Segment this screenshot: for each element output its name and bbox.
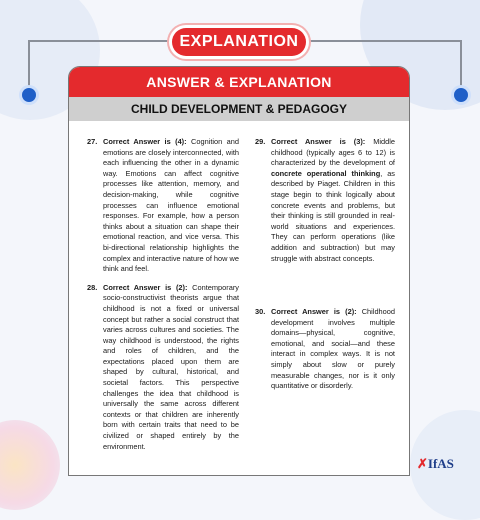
answer-text xyxy=(103,137,239,275)
answer-card xyxy=(68,66,410,476)
answer-30 xyxy=(255,307,395,392)
answer-28 xyxy=(87,283,239,453)
logo-text: IfAS xyxy=(427,456,454,471)
question-number: 29. xyxy=(255,137,266,146)
answer-emphasis: concrete operational thinking xyxy=(271,168,381,178)
connector-dot xyxy=(454,88,468,102)
answer-body: Contemporary socio-constructivist theorists argue that childhood is not a fixed or universal concept but rather a social construct that varies across cultures and societies. The way childhood is understood, the rights and roles of children, and the expectations placed upon them are shaped by cultural, historical, and societal factors. This perspective challenges the idea that childhood is universally the same across different contexts or that children are inherently born with certain traits that need to be civilized or shaped entirely by the environment. xyxy=(103,282,239,451)
answer-text xyxy=(103,283,239,453)
answer-lead: Correct Answer is (3): xyxy=(271,137,366,146)
answer-body: Cognition and emotions are closely interconnected, with each influencing the other in a dynamic way. Emotions can affect cognitive processes like attention, memory, and decision-making, while cognitive processes can influence emotional responses. For example, how a person thinks about a situation can shape their emotional reaction, and vice versa. This bi-directional relationship highlights the complex and interactive nature of how we think and feel. xyxy=(103,137,239,274)
connector-line xyxy=(460,40,462,92)
answer-body: , as described by Piaget. Children in this stage begin to think logically about concrete events and problems, but their thinking is still grounded in real-world situations and experiences. They can perform operations (like addition and subtraction) but may struggle with abstract concepts. xyxy=(271,168,395,263)
answer-text xyxy=(271,307,395,392)
right-column-lower xyxy=(255,307,395,400)
background-circle xyxy=(0,420,60,510)
answer-body: Middle childhood (typically ages 6 to 12) is characterized by the development of xyxy=(271,137,396,168)
answer-lead: Correct Answer is (2): xyxy=(271,307,357,316)
question-number: 28. xyxy=(87,282,98,292)
answer-29 xyxy=(255,137,395,264)
question-number: 27. xyxy=(87,137,98,146)
card-subtitle: CHILD DEVELOPMENT & PEDAGOGY xyxy=(69,97,409,121)
right-column xyxy=(255,137,395,272)
connector-line xyxy=(300,40,460,42)
connector-line xyxy=(28,40,182,42)
answer-27 xyxy=(87,137,239,275)
answer-lead: Correct Answer is (4): xyxy=(103,137,187,146)
connector-line xyxy=(28,40,30,92)
explanation-banner: EXPLANATION xyxy=(172,28,306,56)
answer-text xyxy=(271,137,395,264)
card-title: ANSWER & EXPLANATION xyxy=(69,67,409,97)
ifas-logo xyxy=(417,456,454,472)
left-column xyxy=(87,137,239,460)
logo-mark-icon: ✗ xyxy=(417,456,428,471)
question-number: 30. xyxy=(255,307,266,316)
answer-lead: Correct Answer is (2): xyxy=(103,282,188,292)
answer-body: Childhood development involves multiple domains—physical, cognitive, emotional, and social—and these interact in complex ways. It is not simply about slow or purely measurable changes, nor is it only quantitative or disorderly. xyxy=(271,307,395,391)
connector-dot xyxy=(22,88,36,102)
